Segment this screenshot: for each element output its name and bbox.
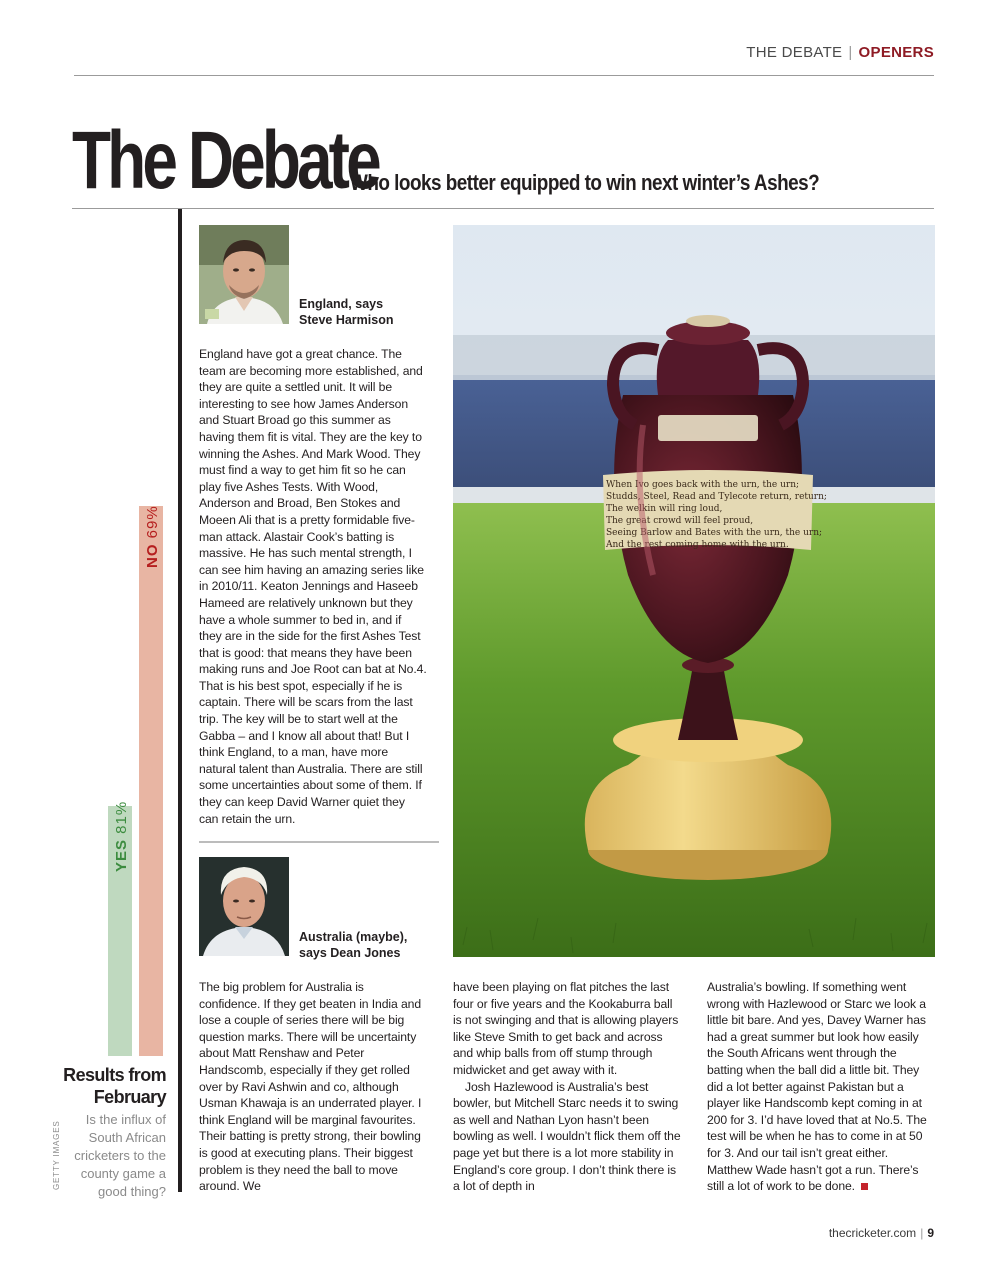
subsection-label: OPENERS bbox=[858, 44, 934, 61]
urn-label-line-4: The great crowd will feel proud, bbox=[606, 516, 754, 526]
jones-speaker-heading: Australia (maybe), says Dean Jones bbox=[299, 930, 408, 960]
poll-bar-yes bbox=[108, 800, 132, 1056]
harmison-body-text: England have got a great chance. The team are becoming more established, and they are quite a settled unit. It will be interesting to see how James Anderson and Stuart Broad go this summer as having them fit is vital. They are the key to winning the Ashes. And Mark Wood. They must find a way to get him fit so he can play five Ashes Tests. With Wood, Anderson and Broad, Ben Stokes and Moeen Ali that is a pretty formidable five-man attack. Alastair Cook’s batting is massive. He has such mental strength, I can see him having an amazing series like in 2010/11. Keaton Jennings and Haseeb Hameed are relatively unknown but they have a whole summer to bed in, and if they are in the side for the first Ashes Test that is good: that means they have been making runs and Joe Root can bat at No.4. That is his best spot, especially if he is captain. There will be scars from the last trip. The key will be to start well at the Gabba – and I know all about that! But I think England, to a man, have more natural talent than Australia. There are still some uncertainties about some of them. If they can keep David Warner quiet they can retain the urn. bbox=[199, 347, 427, 826]
harmison-portrait bbox=[199, 225, 289, 324]
yes-percent: 81% bbox=[113, 800, 130, 834]
ashes-urn-photo bbox=[453, 225, 935, 957]
header-separator: | bbox=[848, 44, 853, 61]
title-rule bbox=[72, 208, 934, 209]
mid-section-rule bbox=[199, 841, 439, 843]
results-question: Is the influx of South African cricketers to the county game a good thing? bbox=[74, 1112, 166, 1199]
harmison-portrait-image bbox=[199, 225, 289, 324]
page-title: The Debate bbox=[72, 115, 378, 206]
page-footer bbox=[700, 1226, 934, 1240]
results-title: Results from February bbox=[63, 1065, 166, 1107]
jones-portrait-image bbox=[199, 857, 289, 956]
jones-text-column-3 bbox=[707, 979, 935, 1195]
urn-label-line-2: Studds, Steel, Read and Tylecote return, return; bbox=[606, 492, 827, 502]
poll-bar-no bbox=[139, 506, 163, 1056]
urn-label-line-1: When Ivo goes back with the urn, the urn; bbox=[606, 480, 800, 490]
urn-label-line-5: Seeing Barlow and Bates with the urn, the urn; bbox=[606, 528, 823, 538]
header-rule bbox=[74, 75, 934, 76]
ashes-urn-illustration bbox=[453, 225, 935, 957]
jones-text-column-2 bbox=[453, 979, 683, 1195]
footer-separator: | bbox=[920, 1226, 924, 1240]
yes-word: YES bbox=[113, 838, 130, 872]
jones-paragraph-2: Josh Hazlewood is Australia’s best bowler, but Mitchell Starc needs it to swing as well and Nathan Lyon hasn’t been bowling as well. I wouldn’t flick them off the page yet but there is a lot more stability in England’s core group. I don’t think there is a lot of depth in bbox=[453, 1079, 681, 1194]
urn-label-line-3: The welkin will ring loud, bbox=[606, 504, 723, 514]
photo-credit: GETTY IMAGES bbox=[52, 1120, 61, 1190]
jones-paragraph-3: Australia’s bowling. If something went wrong with Hazlewood or Starc we look a little bit bare. And yes, Davey Warner has had a great summer but look how easily the South Africans went through the batting when the ball did a little bit. They did a lot better against Pakistan but a player like Handscomb kept coming in at 200 for 3. I’d have loved that at No.5. The test will be when he has to come in at 50 for 3. And our tail isn’t great either. Matthew Wade hasn’t got a run. There’s still a lot of work to be done. bbox=[707, 980, 927, 1194]
jones-portrait bbox=[199, 857, 289, 956]
end-of-article-icon bbox=[861, 1183, 868, 1190]
page-number: 9 bbox=[927, 1226, 934, 1240]
footer-site: thecricketer.com bbox=[828, 1226, 917, 1240]
jones-paragraph-1: have been playing on flat pitches the last four or five years and the Kookaburra ball is not swinging and that is allowing players like Steve Smith to get back and across and whip balls from off stump through midwicket and get away with it. bbox=[453, 980, 679, 1077]
section-header bbox=[600, 44, 934, 61]
no-percent: 69% bbox=[144, 505, 161, 539]
harmison-speaker-heading: England, says Steve Harmison bbox=[299, 297, 394, 327]
no-word: NO bbox=[144, 543, 161, 568]
column-divider bbox=[178, 209, 182, 1192]
jones-text-column-1: The big problem for Australia is confidence. If they get beaten in India and lose a couple of series there will be big question marks. There will be uncertainty about Matt Renshaw and Peter Handscomb, especially if they get rolled over by Ravi Ashwin and co, although Usman Khawaja is an underrated player. I think England will be marginal favourites. Their batting is pretty strong, their bowling is good at executing plans. Their biggest problem is they need the ball to move around. We bbox=[199, 980, 422, 1194]
page-subtitle: Who looks better equipped to win next winter’s Ashes? bbox=[350, 170, 820, 195]
urn-label-line-6: And the rest coming home with the urn. bbox=[606, 540, 789, 550]
section-label: THE DEBATE bbox=[746, 44, 843, 61]
